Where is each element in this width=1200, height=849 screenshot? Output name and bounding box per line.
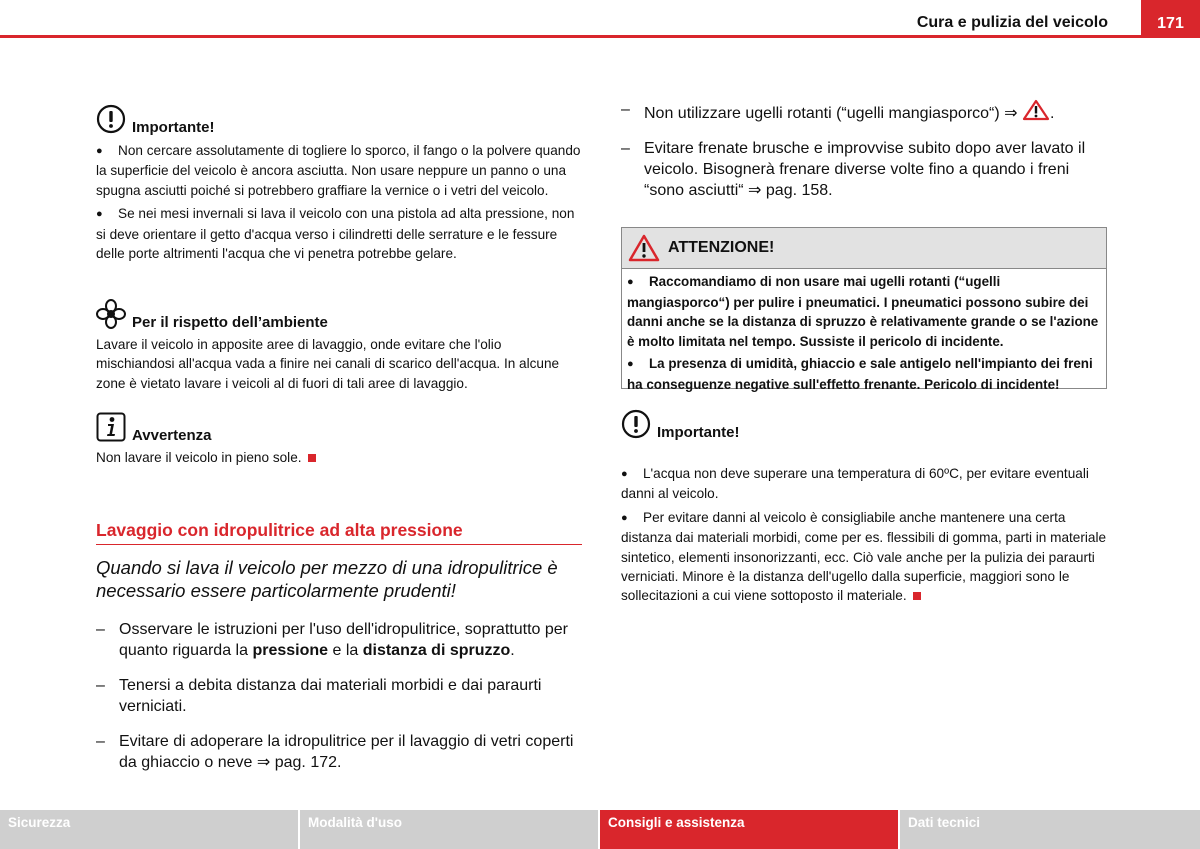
exclamation-circle-icon	[621, 409, 651, 439]
important-note-header	[96, 104, 582, 134]
header-rule	[0, 35, 1200, 38]
section-intro: Quando si lava il veicolo per mezzo di una idropulitrice è necessario essere particolarmente prudenti!	[96, 557, 558, 601]
bullet-dot: ●	[96, 145, 103, 157]
end-mark	[913, 592, 921, 600]
environment-note-title: Per il rispetto dell’ambiente	[132, 314, 328, 331]
bullet-dot: ●	[621, 468, 628, 480]
info-i-icon	[96, 412, 126, 442]
warning-title: ATTENZIONE!	[668, 239, 775, 256]
list-item: – Evitare frenate brusche e improvvise subito dopo aver lavato il veicolo. Bisognerà frenare diverse volte fino a quando i freni “sono asciutti“ ⇒ pag. 158.	[621, 140, 1086, 199]
important-note-header	[621, 409, 1107, 439]
section-heading: Lavaggio con idropulitrice ad alta pressione	[96, 520, 582, 545]
page-number: 171	[1141, 0, 1200, 38]
warning-header	[622, 228, 1106, 269]
footer-nav	[0, 810, 1200, 849]
end-mark	[308, 454, 316, 462]
notice-note-header	[96, 412, 582, 442]
notice-note-title: Avvertenza	[132, 427, 212, 444]
important-note-title: Importante!	[132, 119, 215, 136]
list-item: – Non utilizzare ugelli rotanti (“ugelli mangiasporco“) ⇒ .	[621, 101, 1055, 122]
important-item: ● L'acqua non deve superare una temperatura di 60ºC, per evitare eventuali danni al veicolo.	[621, 466, 1089, 502]
bullet-dot: ●	[627, 358, 634, 370]
warning-triangle-icon	[628, 234, 660, 262]
important-item: ● Se nei mesi invernali si lava il veicolo con una pistola ad alta pressione, non si deve orientare il getto d'acqua verso i cilindretti delle serrature e le fessure delle porte altrimenti l'acqua che vi penetra potrebbe gelare.	[96, 206, 575, 262]
list-item: – Tenersi a debita distanza dai materiali morbidi e dai paraurti verniciati.	[96, 677, 542, 715]
list-item: – Osservare le istruzioni per l'uso dell'idropulitrice, soprattutto per quanto riguarda la pressione e la distanza di spruzzo.	[96, 621, 568, 659]
exclamation-circle-icon	[96, 104, 126, 134]
footer-tab-consigli-assistenza[interactable]: Consigli e assistenza	[600, 810, 898, 849]
list-item: – Evitare di adoperare la idropulitrice per il lavaggio di vetri coperti da ghiaccio o neve ⇒ pag. 172.	[96, 733, 574, 771]
environment-note-header	[96, 299, 582, 329]
footer-tab-modalita-uso[interactable]: Modalità d'uso	[300, 810, 598, 849]
important-item: ● Non cercare assolutamente di togliere lo sporco, il fango o la polvere quando la superficie del veicolo è ancora asciutta. Non usare neppure un panno o una spugna asciutti poiché si potrebbero graffiare la vernice o i vetri del veicolo.	[96, 143, 581, 198]
warning-box	[621, 227, 1107, 392]
environment-note	[96, 299, 582, 393]
important-note-left	[96, 104, 582, 267]
footer-tab-sicurezza[interactable]: Sicurezza	[0, 810, 298, 849]
flower-icon	[96, 299, 126, 329]
important-note-title: Importante!	[657, 424, 740, 441]
notice-note	[96, 412, 582, 467]
right-list	[621, 99, 1107, 215]
environment-note-text: Lavare il veicolo in apposite aree di lavaggio, onde evitare che l'olio mischiandosi all'acqua vada a finire nei canali di scarico dell'acqua. In alcune zone è vietato lavare i veicoli al di fuori di tali aree di lavaggio.	[96, 337, 560, 391]
important-note-right	[621, 409, 1107, 610]
notice-note-text: Non lavare il veicolo in pieno sole.	[96, 450, 302, 465]
warning-item: ● Raccomandiamo di non usare mai ugelli rotanti (“ugelli mangiasporco“) per pulire i pneumatici. I pneumatici possono subire dei danni anche se la distanza di spruzzo è relativamente grande o se l'azione è molto limitata nel tempo. Sussiste il pericolo di incidente.	[627, 274, 1099, 349]
section-list	[96, 619, 582, 787]
bullet-dot: ●	[621, 511, 628, 524]
notice-note-paragraph	[96, 448, 582, 467]
warning-triangle-icon	[1022, 99, 1050, 121]
chapter-title: Cura e pulizia del veicolo	[916, 14, 1108, 31]
warning-item: ● La presenza di umidità, ghiaccio e sale antigelo nell'impianto dei freni ha conseguenze negative sull'effetto frenante. Pericolo di incidente!	[627, 356, 1093, 392]
bullet-dot: ●	[96, 208, 103, 221]
important-item: ● Per evitare danni al veicolo è consigliabile anche mantenere una certa distanza dai materiali morbidi, come per es. flessibili di gomma, parti in materiale sintetico, elementi insonorizzanti, ecc. Ciò vale anche per la pulizia dei paraurti verniciati. Minore è la distanza dell'ugello dalla superficie, maggiori sono le sollecitazioni a cui viene sottoposto il materiale.	[621, 509, 1107, 604]
bullet-dot: ●	[627, 276, 634, 288]
footer-tab-dati-tecnici[interactable]: Dati tecnici	[900, 810, 1200, 849]
